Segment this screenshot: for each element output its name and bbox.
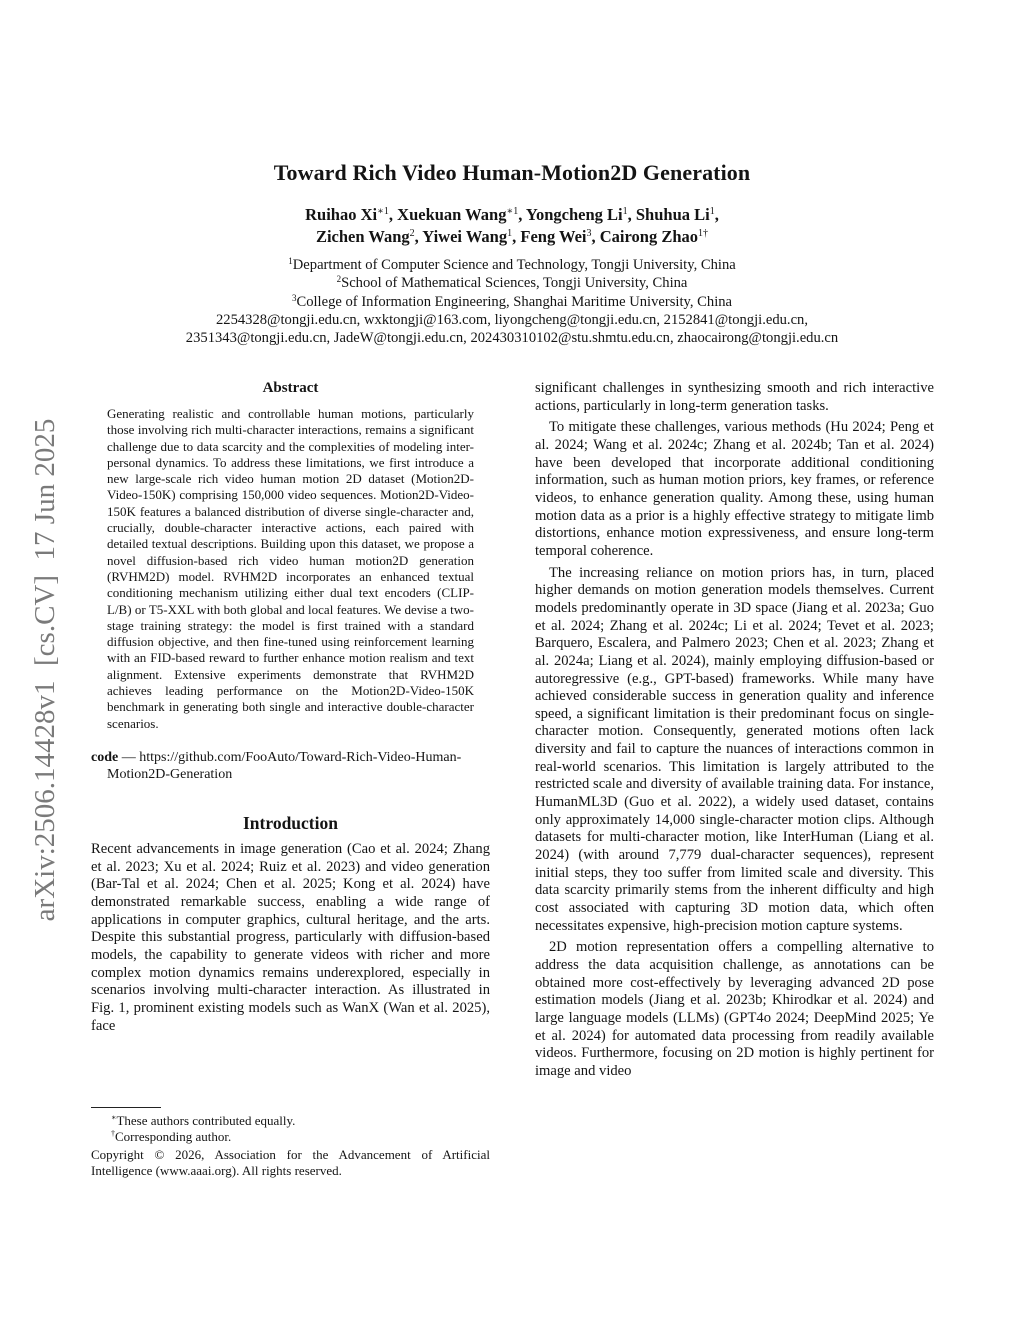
- affiliation-mark: 3: [291, 292, 297, 303]
- right-column: [535, 380, 934, 1081]
- author-list: [100, 204, 924, 248]
- footnote-text: Corresponding author.: [115, 1129, 232, 1145]
- footnote-text: These authors contributed equally.: [116, 1113, 296, 1128]
- introduction-paragraph: Recent advancements in image generation (Cao et al. 2024; Zhang et al. 2023; Xu et al. 2024; Ruiz et al. 2023) and video generation (Bar-Tal et al. 2024; Chen et al. 2025; Kong et al. 2024) have demonstrated remarkable success, enabling a wide range of applications in computer graphics, cultural heritage, and the arts. Despite this substantial progress, particularly with diffusion-based models, the capability to generate videos with richer and more complex motion dynamics remains underexplored, especially in scenarios involving multi-character interaction. As illustrated in Fig. 1, prominent existing models such as WanX (Wan et al. 2025), face: [91, 840, 490, 1034]
- author-mark: ∗1: [506, 206, 519, 217]
- affiliation-mark: 1: [288, 256, 293, 266]
- author-line-1: Ruihao $Xi^{∗1}$, Xuekuan Wang$^{∗1}$, Yongcheng Li$^1$, Shuhua Li$^1$,: [305, 205, 719, 224]
- footnote-mark: †: [111, 1129, 115, 1139]
- author-mark: ∗1: [377, 206, 389, 217]
- author-name: Feng Wei: [520, 227, 587, 246]
- footnote-mark: ∗: [111, 1113, 117, 1122]
- author-name: Shuhua Li: [635, 205, 710, 224]
- abstract-heading: Abstract: [262, 380, 319, 396]
- introduction-paragraph: The increasing reliance on motion priors has, in turn, placed higher demands on motion generation models themselves. Current models predominantly operate in 3D space (Jiang et al. 2023a; Guo et al. 2024; Zhang et al. 2024c; Li et al. 2024; Tevet et al. 2023; Barquero, Escalera, and Palmero 2023; Chen et al. 2023; Zhang et al. 2024a; Liang et al. 2024), mainly employing diffusion-based or autoregressive (e.g., GPT-based) frameworks. While many have achieved considerable success in generation quality and inference speed, a significant limitation is their predominant focus on single-character motion. Consequently, generated motions often lack diversity and fail to capture the nuances of interactions common in real-world scenarios. This limitation is largely attributed to the restricted scale and diversity of available training data. For instance, HumanML3D (Guo et al. 2022), a widely used dataset, contains only approximately 14,000 single-character motion clips. Although datasets for multi-character motion, like InterHuman (Liang et al. 2024) (with around 7,779 dual-character sequences), represent initial steps, they too suffer from limited scale and diversity. This data scarcity primarily stems from the inherent difficulty and high cost associated with capturing 3D motion data, which often necessitates expensive, high-precision motion capture systems.: [535, 564, 934, 934]
- affiliation-line: [100, 256, 924, 274]
- affiliation-text: Department of Computer Science and Technology, Tongji University, China: [292, 257, 736, 273]
- introduction-heading: Introduction: [243, 812, 338, 833]
- affiliation-text: School of Mathematical Sciences, Tongji University, China: [341, 275, 688, 292]
- author-name: Zichen Wang: [315, 227, 410, 246]
- affiliation-line: [100, 274, 924, 292]
- author-name: Cairong Zhao: [599, 227, 699, 246]
- author-name: Yiwei Wang: [422, 227, 508, 246]
- email-line: 2254328@tongji.edu.cn, wxktongji@163.com, liyongcheng@tongji.edu.cn, 2152841@tongji.edu.cn,: [215, 311, 809, 328]
- author-mark: 1†: [698, 228, 709, 239]
- paper-title: Toward Rich Video Human-Motion2D Generation: [273, 160, 751, 185]
- paper-header: [100, 160, 924, 347]
- affiliation-line: [100, 293, 924, 311]
- arxiv-identifier: [24, 375, 64, 965]
- affiliation-mark: 2: [336, 274, 342, 285]
- abstract-text: Generating realistic and controllable human motions, particularly those involving rich multi-character interactions, remains a significant challenge due to data scarcity and the complexities of modeling inter-personal dynamics. To address these limitations, we first introduce a new large-scale rich video human motion 2D dataset (Motion2D-Video-150K) comprising 150,000 video sequences. Motion2D-Video-150K features a balanced distribution of diverse single-character and, crucially, double-character interactive actions, each paired with detailed textual descriptions. Building upon this dataset, we propose a novel diffusion-based rich video human motion2D generation (RVHM2D) model. RVHM2D incorporates an enhanced textual conditioning mechanism utilizing either dual text encoders (CLIP-L/B) or T5-XXL with both global and local features. We devise a two-stage training strategy: the model is first trained with a standard diffusion objective, and then fine-tuned using reinforcement learning with an FID-based reward to further enhance motion realism and text alignment. Extensive experiments demonstrate that RVHM2D achieves leading performance on the Motion2D-Video-150K benchmark in generating both single and interactive double-character scenarios.: [107, 406, 474, 731]
- arxiv-identifier-text: arXiv:2506.14428v1 [cs.CV] 17 Jun 2025: [29, 418, 61, 922]
- code-url[interactable]: https://github.com/FooAuto/Toward-Rich-Video-Human-Motion2D-Generation: [107, 749, 462, 783]
- footnote: [91, 1113, 490, 1129]
- affiliation-text: College of Information Engineering, Shanghai Maritime University, China: [296, 293, 733, 310]
- author-mark: 2: [409, 228, 415, 239]
- author-line-2: Zichen Wang$^2$, Yiwei Wang$^1$, Feng Wei$^3$, Cairong Zhao$^{1\dagger}$: [315, 227, 709, 246]
- affiliation-list: [100, 256, 924, 347]
- footnote-divider: [91, 1107, 161, 1108]
- author-mark: 1: [709, 206, 715, 217]
- footnote: [91, 1129, 490, 1145]
- left-column: [91, 380, 490, 1035]
- code-label: code: [91, 749, 119, 765]
- code-link-line: [91, 749, 490, 784]
- author-mark: 3: [586, 228, 592, 239]
- copyright-notice: Copyright © 2026, Association for the Advancement of Artificial Intelligence (www.aaai.org). All rights reserved.: [91, 1146, 490, 1178]
- code-separator: —: [118, 749, 140, 765]
- footnotes: [91, 1107, 490, 1179]
- author-name: Yongcheng Li: [525, 205, 623, 224]
- introduction-paragraph: To mitigate these challenges, various methods (Hu 2024; Peng et al. 2024; Wang et al. 2024c; Zhang et al. 2024b; Tan et al. 2024) have been developed that incorporate additional conditioning information, such as human motion priors, key frames, or reference videos, to enhance generation quality. Among these, using human motion data as a prior is a highly effective strategy to mitigate limb distortions, enhance motion expressiveness, and ensure long-term temporal coherence.: [535, 419, 934, 559]
- email-line: 2351343@tongji.edu.cn, JadeW@tongji.edu.cn, 202430310102@stu.shmtu.edu.cn, zhaocairong@tongji.edu.cn: [185, 330, 839, 347]
- author-mark: 1: [622, 206, 628, 217]
- author-name: Xuekuan Wang: [397, 205, 507, 224]
- author-name: Ruihao Xi: [305, 205, 378, 224]
- introduction-paragraph: significant challenges in synthesizing smooth and rich interactive actions, particularly in long-term generation tasks.: [535, 380, 934, 414]
- author-mark: 1: [507, 228, 513, 239]
- introduction-paragraph: 2D motion representation offers a compelling alternative to address the data acquisition challenge, as annotations can be obtained more cost-effectively by leveraging advanced 2D pose estimation models (Jiang et al. 2023b; Khirodkar et al. 2024) and large language models (LLMs) (GPT4o 2024; DeepMind 2025; Ye et al. 2024) for automated data processing from readily available videos. Furthermore, focusing on 2D motion is highly pertinent for image and video: [535, 939, 934, 1079]
